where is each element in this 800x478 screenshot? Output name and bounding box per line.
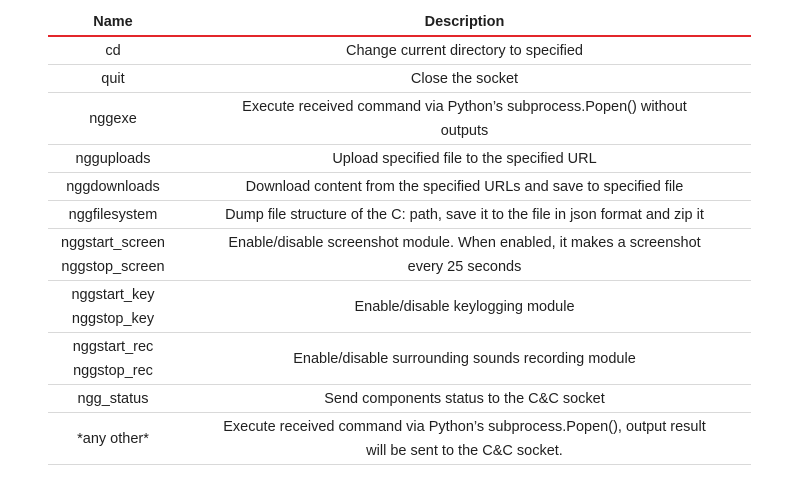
command-description: Execute received command via Python’s subprocess.Popen(), output result xyxy=(223,418,706,435)
command-description: Download content from the specified URLs and save to specified file xyxy=(245,178,684,195)
command-name: nggstop_key xyxy=(71,310,155,327)
command-name-cell xyxy=(48,36,178,65)
command-name: *any other* xyxy=(77,430,149,447)
command-description-cell xyxy=(178,201,751,229)
table-header xyxy=(48,8,751,36)
table-row xyxy=(48,145,751,173)
command-name-cell xyxy=(48,385,178,413)
command-description-cell xyxy=(178,145,751,173)
table-row xyxy=(48,93,751,145)
command-description-cell xyxy=(178,173,751,201)
command-name-cell xyxy=(48,93,178,145)
command-name-cell xyxy=(48,413,178,465)
table-row xyxy=(48,201,751,229)
command-description-cell xyxy=(178,65,751,93)
command-description-cell xyxy=(178,333,751,385)
command-description: outputs xyxy=(440,122,489,139)
table-row xyxy=(48,333,751,385)
command-name: nggstart_key xyxy=(71,286,155,303)
command-description: will be sent to the C&C socket. xyxy=(366,442,563,459)
command-name: ngguploads xyxy=(75,150,151,167)
command-description: Send components status to the C&C socket xyxy=(324,390,605,407)
command-description-cell xyxy=(178,93,751,145)
command-description-cell xyxy=(178,385,751,413)
commands-table xyxy=(48,8,751,465)
command-description: Enable/disable screenshot module. When enabled, it makes a screenshot xyxy=(228,234,701,251)
command-name: nggdownloads xyxy=(66,178,160,195)
command-description: every 25 seconds xyxy=(407,258,522,275)
command-description-cell xyxy=(178,36,751,65)
command-name-cell xyxy=(48,201,178,229)
command-name-cell xyxy=(48,229,178,281)
header-name: Name xyxy=(48,8,178,36)
command-description: Dump file structure of the C: path, save it to the file in json format and zip it xyxy=(225,206,704,223)
table-row xyxy=(48,229,751,281)
command-description: Enable/disable surrounding sounds recording module xyxy=(293,350,636,367)
command-name-cell xyxy=(48,65,178,93)
command-description: Enable/disable keylogging module xyxy=(354,298,575,315)
table-row xyxy=(48,36,751,65)
command-name: nggstart_rec xyxy=(72,338,154,355)
table-row xyxy=(48,173,751,201)
command-name: nggfilesystem xyxy=(68,206,158,223)
command-description: Upload specified file to the specified URL xyxy=(332,150,597,167)
command-description-cell xyxy=(178,281,751,333)
table-body xyxy=(48,36,751,465)
command-description-cell xyxy=(178,229,751,281)
table-row xyxy=(48,281,751,333)
command-name: quit xyxy=(101,70,125,87)
command-name: ngg_status xyxy=(77,390,149,407)
command-name-cell xyxy=(48,145,178,173)
header-row xyxy=(48,8,751,36)
commands-table-container xyxy=(48,8,751,465)
command-name: nggstart_screen xyxy=(61,234,165,251)
table-row xyxy=(48,65,751,93)
command-name: nggexe xyxy=(89,110,137,127)
table-row xyxy=(48,385,751,413)
command-name-cell xyxy=(48,333,178,385)
command-name: nggstop_screen xyxy=(61,258,165,275)
header-description: Description xyxy=(178,8,751,36)
command-description-cell xyxy=(178,413,751,465)
command-name: nggstop_rec xyxy=(73,362,153,379)
command-description: Execute received command via Python’s subprocess.Popen() without xyxy=(242,98,687,115)
table-row xyxy=(48,413,751,465)
command-name-cell xyxy=(48,173,178,201)
command-name-cell xyxy=(48,281,178,333)
command-description: Close the socket xyxy=(410,70,519,87)
command-name: cd xyxy=(105,42,121,59)
command-description: Change current directory to specified xyxy=(346,42,583,59)
